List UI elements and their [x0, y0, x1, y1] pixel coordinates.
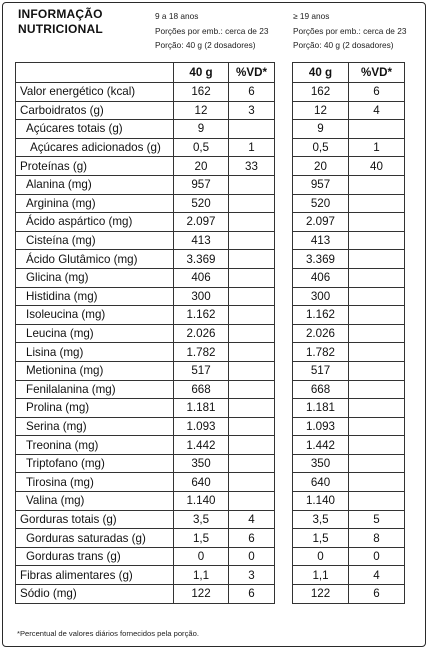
- value-40g: 957: [174, 175, 229, 194]
- value-vd: [229, 231, 275, 250]
- table-row: [293, 83, 405, 102]
- nutrient-label: Valina (mg): [16, 492, 174, 511]
- value-40g: 406: [293, 268, 349, 287]
- value-vd: [229, 324, 275, 343]
- group1-header: [155, 9, 268, 53]
- value-vd: [229, 399, 275, 418]
- value-vd: [349, 417, 405, 436]
- value-40g: 1,1: [174, 566, 229, 585]
- nutrient-label: Sódio (mg): [16, 585, 174, 604]
- value-vd: 0: [229, 547, 275, 566]
- value-vd: [349, 454, 405, 473]
- table-row: [16, 138, 275, 157]
- value-40g: 957: [293, 175, 349, 194]
- table-row: [16, 287, 275, 306]
- table-row: [16, 306, 275, 325]
- table-row: [293, 436, 405, 455]
- nutrient-label: Açúcares totais (g): [16, 120, 174, 139]
- table-row: [293, 101, 405, 120]
- value-vd: [349, 268, 405, 287]
- value-40g: 3.369: [293, 250, 349, 269]
- value-vd: 8: [349, 529, 405, 548]
- table-row: [16, 83, 275, 102]
- nutrient-label: Arginina (mg): [16, 194, 174, 213]
- group1-servings: Porções por emb.: cerca de 23: [155, 25, 269, 36]
- value-40g: 413: [293, 231, 349, 250]
- value-vd: 6: [349, 585, 405, 604]
- value-40g: 520: [293, 194, 349, 213]
- table-row: [293, 175, 405, 194]
- value-vd: [229, 306, 275, 325]
- value-40g: 3,5: [174, 510, 229, 529]
- nutrient-label: Serina (mg): [16, 417, 174, 436]
- value-vd: 4: [229, 510, 275, 529]
- title-line-1: INFORMAÇÃO: [18, 7, 103, 21]
- header-40g: 40 g: [174, 63, 229, 83]
- value-vd: [229, 120, 275, 139]
- nutrient-label: Açúcares adicionados (g): [16, 138, 174, 157]
- table-row: [16, 250, 275, 269]
- table-row: [293, 138, 405, 157]
- value-40g: 3,5: [293, 510, 349, 529]
- value-vd: 4: [349, 566, 405, 585]
- value-40g: 2.026: [174, 324, 229, 343]
- value-40g: 3.369: [174, 250, 229, 269]
- value-vd: [229, 250, 275, 269]
- nutrient-label: Metionina (mg): [16, 361, 174, 380]
- value-40g: 350: [174, 454, 229, 473]
- table-row: [293, 343, 405, 362]
- value-vd: 6: [229, 585, 275, 604]
- value-vd: 1: [349, 138, 405, 157]
- value-40g: 1.162: [174, 306, 229, 325]
- value-40g: 1,5: [174, 529, 229, 548]
- value-vd: 6: [229, 529, 275, 548]
- header-vd: %VD*: [349, 63, 405, 83]
- value-vd: [349, 324, 405, 343]
- nutrient-label: Histidina (mg): [16, 287, 174, 306]
- nutrient-label: Valor energético (kcal): [16, 83, 174, 102]
- table-row: [16, 492, 275, 511]
- table-row: [293, 194, 405, 213]
- value-40g: 1.442: [293, 436, 349, 455]
- value-40g: 20: [293, 157, 349, 176]
- value-40g: 517: [293, 361, 349, 380]
- table-row: [16, 417, 275, 436]
- value-vd: 1: [229, 138, 275, 157]
- table-row: [293, 120, 405, 139]
- header-label-cell: [16, 63, 174, 83]
- value-vd: 6: [349, 83, 405, 102]
- header-vd: %VD*: [229, 63, 275, 83]
- value-vd: 0: [349, 547, 405, 566]
- table-row: [16, 213, 275, 232]
- value-40g: 0,5: [174, 138, 229, 157]
- table-row: [293, 361, 405, 380]
- nutrient-label: Treonina (mg): [16, 436, 174, 455]
- footnote: *Percentual de valores diários fornecidos pela porção.: [17, 629, 199, 638]
- table-row: [16, 157, 275, 176]
- table-row: [16, 510, 275, 529]
- table-row: [16, 585, 275, 604]
- value-40g: 1,1: [293, 566, 349, 585]
- value-vd: [229, 194, 275, 213]
- table-row: [16, 529, 275, 548]
- value-40g: 413: [174, 231, 229, 250]
- value-40g: 20: [174, 157, 229, 176]
- value-40g: 9: [293, 120, 349, 139]
- value-vd: [349, 436, 405, 455]
- value-vd: [349, 306, 405, 325]
- table-row: [293, 231, 405, 250]
- value-40g: 640: [293, 473, 349, 492]
- value-40g: 1.782: [174, 343, 229, 362]
- nutrient-label: Triptofano (mg): [16, 454, 174, 473]
- group1-age: 9 a 18 anos: [155, 11, 199, 21]
- table-row: [293, 157, 405, 176]
- value-40g: 1.181: [174, 399, 229, 418]
- value-40g: 517: [174, 361, 229, 380]
- nutrient-label: Ácido Glutâmico (mg): [16, 250, 174, 269]
- nutrient-label: Prolina (mg): [16, 399, 174, 418]
- value-40g: 300: [174, 287, 229, 306]
- nutrient-label: Glicina (mg): [16, 268, 174, 287]
- value-40g: 406: [174, 268, 229, 287]
- value-40g: 0: [293, 547, 349, 566]
- value-40g: 300: [293, 287, 349, 306]
- table-row: [293, 454, 405, 473]
- value-40g: 1.162: [293, 306, 349, 325]
- value-40g: 2.026: [293, 324, 349, 343]
- table-row: [16, 361, 275, 380]
- nutrient-label: Proteínas (g): [16, 157, 174, 176]
- value-vd: [349, 492, 405, 511]
- table-row: [16, 454, 275, 473]
- table-row: [16, 101, 275, 120]
- value-40g: 640: [174, 473, 229, 492]
- value-40g: 0,5: [293, 138, 349, 157]
- value-vd: 3: [229, 566, 275, 585]
- nutrient-label: Alanina (mg): [16, 175, 174, 194]
- value-40g: 668: [174, 380, 229, 399]
- table-row: [16, 194, 275, 213]
- table-row: [16, 547, 275, 566]
- nutrient-label: Leucina (mg): [16, 324, 174, 343]
- value-vd: [349, 399, 405, 418]
- label-title: [18, 7, 103, 37]
- value-vd: [229, 417, 275, 436]
- value-vd: [349, 287, 405, 306]
- value-vd: [229, 343, 275, 362]
- nutrition-table-group2: [292, 62, 405, 604]
- table-row: [16, 175, 275, 194]
- value-40g: 520: [174, 194, 229, 213]
- table-row: [293, 473, 405, 492]
- table-row: [16, 231, 275, 250]
- table-row: [293, 306, 405, 325]
- value-40g: 1.442: [174, 436, 229, 455]
- table-row: [293, 380, 405, 399]
- value-vd: 4: [349, 101, 405, 120]
- table-header-row: [293, 63, 405, 83]
- nutrient-label: Fenilalanina (mg): [16, 380, 174, 399]
- value-40g: 1.181: [293, 399, 349, 418]
- value-vd: [349, 120, 405, 139]
- nutrient-label: Ácido aspártico (mg): [16, 213, 174, 232]
- value-vd: [229, 287, 275, 306]
- value-40g: 1.093: [174, 417, 229, 436]
- nutrient-label: Gorduras trans (g): [16, 547, 174, 566]
- value-40g: 122: [174, 585, 229, 604]
- value-vd: 5: [349, 510, 405, 529]
- value-vd: [349, 361, 405, 380]
- table-row: [16, 566, 275, 585]
- table-row: [293, 529, 405, 548]
- value-vd: [349, 473, 405, 492]
- table-row: [293, 399, 405, 418]
- value-vd: [349, 231, 405, 250]
- value-vd: 6: [229, 83, 275, 102]
- table-row: [293, 324, 405, 343]
- value-40g: 0: [174, 547, 229, 566]
- table-row: [16, 436, 275, 455]
- value-40g: 1.140: [293, 492, 349, 511]
- value-40g: 122: [293, 585, 349, 604]
- group1-portion: Porção: 40 g (2 dosadores): [155, 40, 256, 50]
- value-40g: 668: [293, 380, 349, 399]
- value-40g: 9: [174, 120, 229, 139]
- value-40g: 1,5: [293, 529, 349, 548]
- table-row: [16, 380, 275, 399]
- nutrient-label: Isoleucina (mg): [16, 306, 174, 325]
- table-row: [293, 268, 405, 287]
- table-row: [16, 120, 275, 139]
- value-40g: 162: [174, 83, 229, 102]
- value-40g: 350: [293, 454, 349, 473]
- group2-age: ≥ 19 anos: [293, 11, 330, 21]
- nutrient-label: Tirosina (mg): [16, 473, 174, 492]
- nutrient-label: Carboidratos (g): [16, 101, 174, 120]
- value-40g: 12: [293, 101, 349, 120]
- table-row: [293, 250, 405, 269]
- value-40g: 1.140: [174, 492, 229, 511]
- table-header-row: [16, 63, 275, 83]
- header-40g: 40 g: [293, 63, 349, 83]
- value-vd: [349, 194, 405, 213]
- value-vd: [349, 343, 405, 362]
- value-40g: 1.093: [293, 417, 349, 436]
- value-vd: [229, 380, 275, 399]
- value-vd: [229, 492, 275, 511]
- value-40g: 12: [174, 101, 229, 120]
- table-row: [16, 268, 275, 287]
- table-row: [16, 399, 275, 418]
- nutrient-label: Cisteína (mg): [16, 231, 174, 250]
- table-row: [293, 510, 405, 529]
- title-line-2: NUTRICIONAL: [18, 22, 103, 36]
- value-vd: [229, 268, 275, 287]
- table-row: [293, 213, 405, 232]
- value-vd: [229, 175, 275, 194]
- nutrient-label: Gorduras saturadas (g): [16, 529, 174, 548]
- value-vd: [229, 473, 275, 492]
- value-vd: [349, 175, 405, 194]
- table-row: [293, 492, 405, 511]
- value-vd: [349, 213, 405, 232]
- table-row: [293, 585, 405, 604]
- table-row: [16, 343, 275, 362]
- value-vd: 3: [229, 101, 275, 120]
- value-vd: [229, 454, 275, 473]
- value-vd: [349, 250, 405, 269]
- value-40g: 2.097: [293, 213, 349, 232]
- value-40g: 1.782: [293, 343, 349, 362]
- table-row: [293, 417, 405, 436]
- table-row: [16, 324, 275, 343]
- value-40g: 162: [293, 83, 349, 102]
- value-vd: 40: [349, 157, 405, 176]
- group2-servings: Porções por emb.: cerca de 23: [293, 25, 407, 36]
- group2-header: [293, 9, 406, 53]
- value-vd: [229, 436, 275, 455]
- group2-portion: Porção: 40 g (2 dosadores): [293, 40, 394, 50]
- table-row: [293, 547, 405, 566]
- value-vd: 33: [229, 157, 275, 176]
- table-row: [293, 566, 405, 585]
- nutrient-label: Fibras alimentares (g): [16, 566, 174, 585]
- value-vd: [229, 213, 275, 232]
- table-row: [293, 287, 405, 306]
- nutrient-label: Gorduras totais (g): [16, 510, 174, 529]
- value-40g: 2.097: [174, 213, 229, 232]
- nutrition-table-group1: [15, 62, 275, 604]
- value-vd: [349, 380, 405, 399]
- value-vd: [229, 361, 275, 380]
- table-row: [16, 473, 275, 492]
- nutrient-label: Lisina (mg): [16, 343, 174, 362]
